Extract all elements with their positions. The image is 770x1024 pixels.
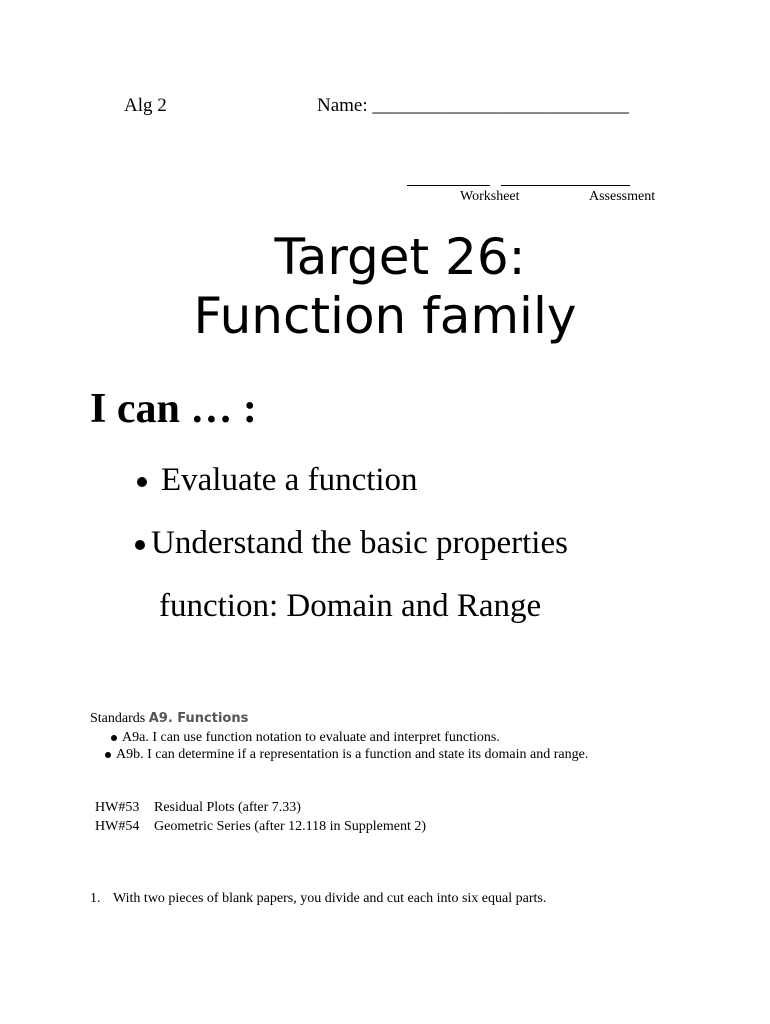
bullet-icon	[135, 540, 145, 550]
homework-id: HW#53	[95, 800, 140, 815]
homework-desc: Residual Plots (after 7.33)	[154, 800, 301, 815]
i-can-item-2	[135, 525, 568, 562]
standards-heading	[90, 711, 248, 727]
worksheet-blank[interactable]	[407, 184, 490, 186]
i-can-item-1	[137, 462, 418, 499]
title-line-1: Target 26:	[274, 228, 526, 286]
standard-text: A9a. I can use function notation to evaluate and interpret functions.	[122, 730, 500, 745]
bullet-icon	[137, 477, 147, 487]
i-can-item-2-continued: function: Domain and Range	[159, 588, 542, 624]
assessment-blank[interactable]	[501, 184, 630, 186]
course-label: Alg 2	[124, 95, 167, 116]
standard-text: A9b. I can determine if a representation is a function and state its domain and range.	[116, 747, 589, 762]
bullet-icon	[105, 752, 111, 758]
worksheet-label: Worksheet	[460, 189, 520, 204]
title-line-2: Function family	[193, 287, 577, 345]
i-can-item-text: Understand the basic properties	[151, 525, 568, 561]
standard-item-a9a	[111, 730, 500, 746]
standard-item-a9b	[105, 747, 588, 763]
homework-desc: Geometric Series (after 12.118 in Supplement 2)	[154, 819, 427, 834]
i-can-item-text: Evaluate a function	[161, 462, 418, 498]
standards-title: A9. Functions	[148, 711, 249, 726]
bullet-icon	[111, 735, 117, 741]
question-1	[90, 891, 546, 907]
homework-row	[95, 819, 426, 835]
assessment-label: Assessment	[589, 189, 656, 204]
i-can-heading: I can … :	[90, 386, 257, 432]
standards-prefix: Standards	[90, 711, 149, 726]
question-number: 1.	[90, 891, 101, 906]
name-field[interactable]: Name: ___________________________	[317, 95, 629, 116]
homework-id: HW#54	[95, 819, 140, 834]
question-text: With two pieces of blank papers, you divide and cut each into six equal parts.	[113, 891, 547, 906]
homework-row	[95, 800, 301, 816]
